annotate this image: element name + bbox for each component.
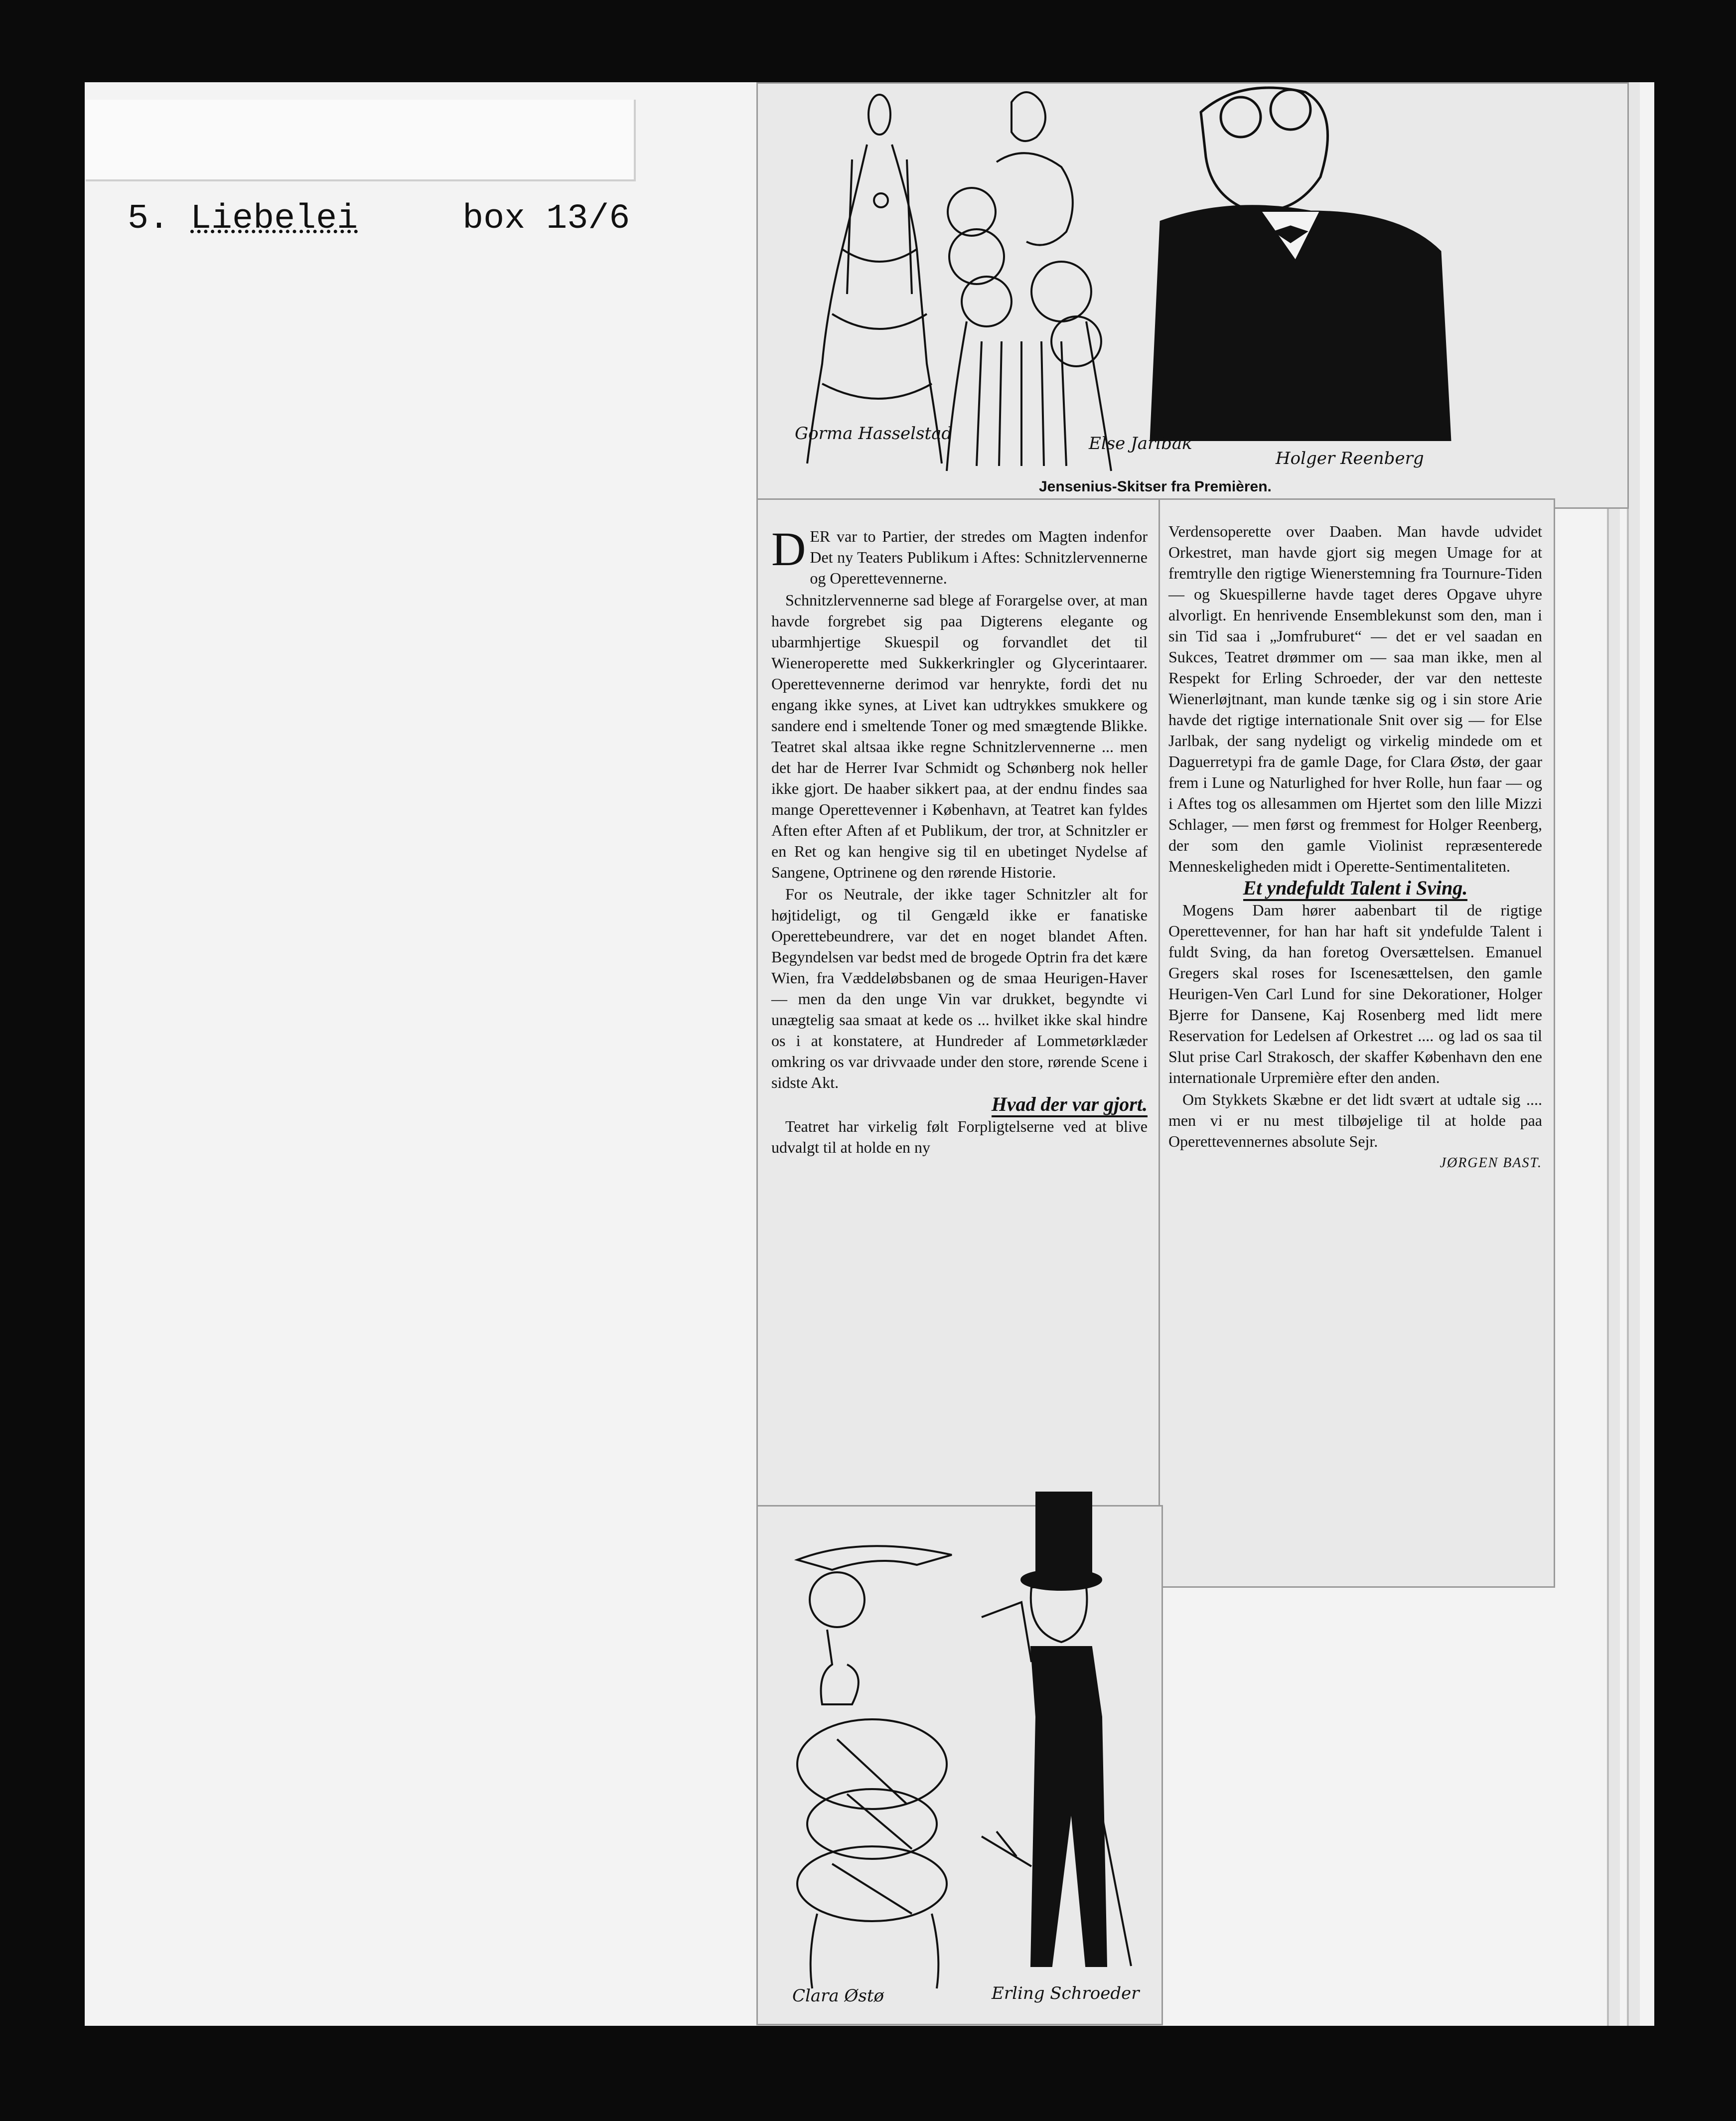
paragraph: Om Stykkets Skæbne er det lidt svært at udtale sig .... men vi er nu mest tilbøjelige til at holde paa Operettevennernes absolute Sejr. — [1168, 1090, 1542, 1150]
caricature-gorma-icon — [792, 85, 952, 473]
paragraph: Teatret har virkelig følt Forpligtelserne ved at blive udvalgt til at holde en ny — [771, 1117, 1148, 1156]
caricature-erling-icon — [962, 1488, 1141, 1991]
caricature-clara-icon — [787, 1525, 967, 1998]
subhead-talent: Et yndefuldt Talent i Sving. — [1243, 877, 1468, 901]
signature-clara: Clara Østø — [792, 1986, 884, 2006]
paragraph: For os Neutrale, der ikke tager Schnitzler alt for højtideligt, og til Gengæld ikke er fanatiske Operettebeundrere, var det en noget blandet Aften. Begyndelsen var bedst med de brogede Optrin fra det kære Wien, fra Væddeløbsbanen og de smaa Heurigen-Haver — men da den unge Vin var drukket, begyndte vi unægtelig saa smaat at kede os ... hvilket ikke skal hindre os i at konstatere, at Hundreder af Lommetørklæder omkring os var drivvaade under den store, rørende Scene i sidste Akt. — [771, 885, 1148, 1091]
signature-erling: Erling Schroeder — [992, 1983, 1140, 2003]
caricature-else-icon — [937, 82, 1116, 481]
signature-holger: Holger Reenberg — [1276, 449, 1424, 468]
paragraph: Schnitzlervennerne sad blege af Forargelse over, at man havde forgrebet sig paa Digterens elegante og ubarmhjertige Skuespil og forvandlet det til Wieneroperette med Sukkerkringler og Glycerintaarer. Operettevennerne derimod var henrykte, fordi det nu engang ikke synes, at Livet kan udtrykkes smukkere og sandere end i smeltende Toner og med smægtende Blikke. Teatret skal altsaa ikke regne Schnitzlervennerne ... men det har de Herrer Ivar Schmidt og Schønberg nok heller ikke gjort. De haaber sikkert paa, at der endnu findes saa mange Operettevenner i København, at Teatret kan fyldes Aften efter Aften af et Publikum, der tror, at Schnitzler er en Ret og kan hengive sig til en ubetinget Nydelse af Sangene, Optrinene og den rørende Historie. — [771, 591, 1148, 881]
label-number: 5. — [128, 199, 170, 239]
paragraph: Mogens Dam hører aabenbart til de rigtige Operettevenner, for han har haft sit yndefulde Talent i fuldt Sving, da han foretog Oversættelsen. Emanuel Gregers skal roses for Iscenesættelsen, den gamle Heurigen-Ven Carl Lund for sine Dekorationer, Holger Bjerre for Dansene, Kaj Rosenberg med lidt mere Reservation for Ledelsen af Orkestret .... og lad os saa til Slut prise Carl Strakosch, der skaffer København den ene internationale Urpremière efter den anden. — [1168, 901, 1542, 1086]
archive-label — [86, 100, 636, 239]
article-right-column — [1168, 521, 1542, 1175]
caricature-holger-icon — [1141, 82, 1460, 441]
label-title: Liebelei — [190, 199, 358, 239]
article-signature: JØRGEN BAST. — [1440, 1155, 1542, 1171]
paragraph: Verdensoperette over Daaben. Man havde udvidet Orkestret, man havde gjort sig megen Umage for at fremtrylle den rigtige Wienerstemning fra Tournure-Tiden — og Skuespillerne havde taget deres Opgave uhyre alvorligt. En henrivende Ensemblekunst som den, man i sin Tid saa i „Jomfruburet“ — det er vel saadan en Sukces, Teatret drømmer om — saa man ikke, men al Respekt for Erling Schroeder, der var den netteste Wienerløjtnant, man kunde tænke sig og i sin store Arie havde det rigtige internationale Snit over sig — for Else Jarlbak, der sang nydeligt og virkelig mindede om et Daguerretypi fra de gamle Dage, for Clara Østø, der gaar frem i Lune og Naturlighed for hver Rolle, hun faar — og i Aftes tog os allesammen om Hjertet som den lille Mizzi Schlager, — men først og fremmest for Holger Reenberg, der som den gamle Violinist repræsenterede Menneskeligheden midt i Operette-Sentimentaliteten. — [1168, 522, 1542, 875]
article-left-column — [771, 522, 1148, 1159]
signature-gorma: Gorma Hasselstad — [795, 424, 953, 444]
subhead-hvad: Hvad der var gjort. — [992, 1093, 1148, 1117]
label-box: box 13/6 — [462, 199, 630, 239]
sketch-caption: Jensenius-Skitser fra Premièren. — [1039, 478, 1272, 495]
signature-else: Else Jarlbak — [1089, 434, 1192, 454]
paragraph: ER var to Partier, der stredes om Magten indenfor Det ny Teaters Publikum i Aftes: Schnitzlervennerne og Operettevennerne. — [810, 527, 1148, 587]
dropcap: D — [771, 522, 806, 576]
